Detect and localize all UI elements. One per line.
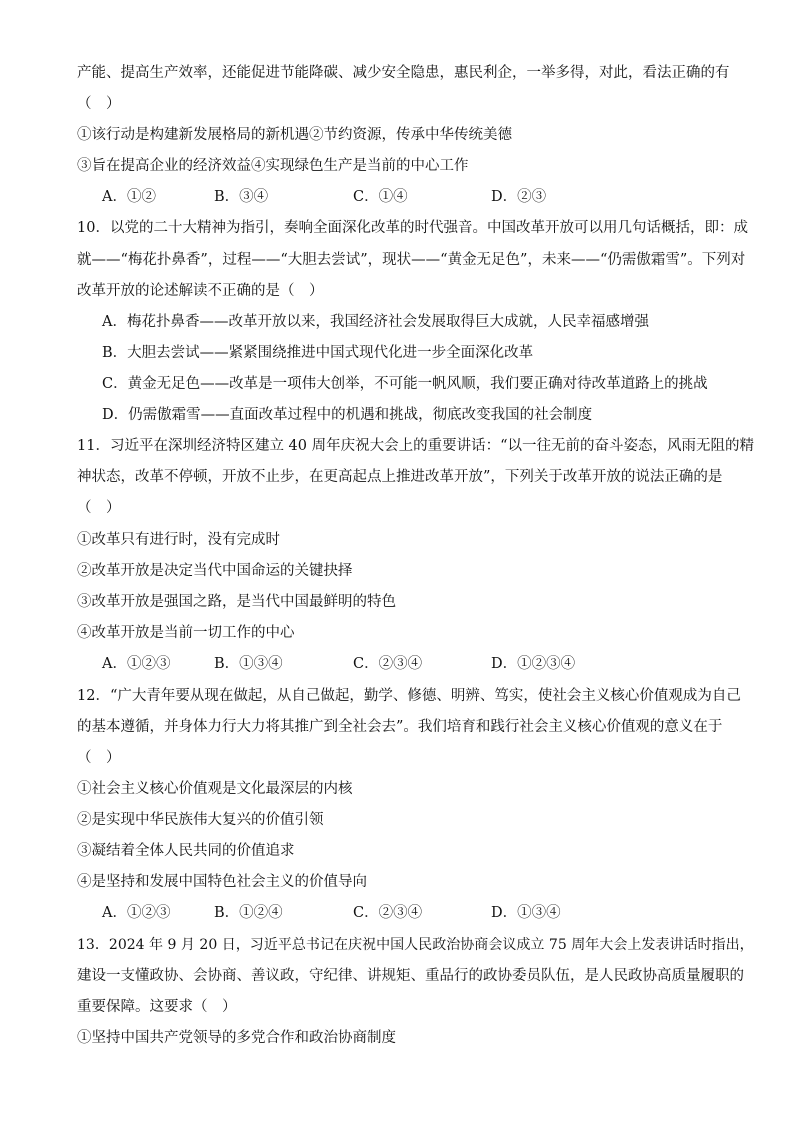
q11-answer-paren: （ ） (77, 500, 121, 516)
q12-option-c: C．②③④ (353, 905, 423, 921)
q9-option-c: C．①④ (353, 189, 408, 205)
q11-option-d: D．①②③④ (491, 656, 576, 672)
q11-statement-4: ④改革开放是当前一切工作的中心 (77, 625, 295, 641)
q11-option-c: C．②③④ (353, 656, 423, 672)
q10-option-c: C．黄金无足色——改革是一项伟大创举，不可能一帆风顺，我们要正确对待改革道路上的挑战 (102, 376, 708, 392)
q9-statement-2: ③旨在提高企业的经济效益④实现绿色生产是当前的中心工作 (77, 158, 469, 174)
q11-statement-3: ③改革开放是强国之路，是当代中国最鲜明的特色 (77, 594, 396, 610)
q11-statement-2: ②改革开放是决定当代中国命运的关键抉择 (77, 563, 353, 579)
q10-option-d: D．仍需傲霜雪——直面改革过程中的机遇和挑战，彻底改变我国的社会制度 (102, 407, 593, 423)
q10-option-b: B．大胆去尝试——紧紧围绕推进中国式现代化进一步全面深化改革 (102, 345, 534, 361)
q13-stem-line-3: 重要保障。这要求（ ） (77, 999, 237, 1015)
q9-option-b: B．③④ (214, 189, 269, 205)
q10-stem-line-2: 就——“梅花扑鼻香”，过程——“大胆去尝试”，现状——“黄金无足色”，未来——“仍需傲霜雪”。下列对 (77, 252, 746, 268)
q12-stem-line-1: 12．“广大青年要从现在做起，从自己做起，勤学、修德、明辨、笃实，使社会主义核心价值观成为自己 (77, 688, 741, 704)
q12-option-b: B．①②④ (214, 905, 283, 921)
q12-statement-4: ④是坚持和发展中国特色社会主义的价值导向 (77, 874, 367, 890)
q13-stem-line-2: 建设一支懂政协、会协商、善议政，守纪律、讲规矩、重品行的政协委员队伍，是人民政协高质量履职的 (77, 968, 744, 984)
q12-option-d: D．①③④ (491, 905, 561, 921)
q13-statement-1: ①坚持中国共产党领导的多党合作和政治协商制度 (77, 1030, 396, 1046)
q11-stem-line-1: 11．习近平在深圳经济特区建立 40 周年庆祝大会上的重要讲话：“以一往无前的奋斗姿态，风雨无阻的精 (77, 438, 755, 454)
q12-statement-3: ③凝结着全体人民共同的价值追求 (77, 843, 295, 859)
q9-stem-line: 产能、提高生产效率，还能促进节能降碳、减少安全隐患，惠民利企，一举多得，对此，看法正确的有 (77, 65, 730, 81)
q12-answer-paren: （ ） (77, 750, 121, 766)
q12-option-a: A．①②③ (102, 905, 171, 921)
q10-option-a: A．梅花扑鼻香——改革开放以来，我国经济社会发展取得巨大成就，人民幸福感增强 (102, 314, 649, 330)
q11-stem-line-2: 神状态，改革不停顿，开放不止步，在更高起点上推进改革开放”，下列关于改革开放的说法正确的是 (77, 469, 723, 485)
q9-option-a: A．①② (102, 189, 156, 205)
q9-statement-1: ①该行动是构建新发展格局的新机遇②节约资源，传承中华传统美德 (77, 127, 512, 143)
q9-answer-paren: （ ） (77, 96, 121, 112)
q9-option-d: D．②③ (491, 189, 547, 205)
q13-stem-line-1: 13．2024 年 9 月 20 日，习近平总书记在庆祝中国人民政治协商会议成立 75 周年大会上发表讲话时指出， (77, 937, 754, 953)
q11-option-b: B．①③④ (214, 656, 283, 672)
q11-statement-1: ①改革只有进行时，没有完成时 (77, 532, 280, 548)
q10-stem-line-1: 10．以党的二十大精神为指引，奏响全面深化改革的时代强音。中国改革开放可以用几句话概括，即：成 (77, 220, 748, 236)
q12-statement-1: ①社会主义核心价值观是文化最深层的内核 (77, 781, 353, 797)
q11-option-a: A．①②③ (102, 656, 171, 672)
q10-stem-line-3: 改革开放的论述解读不正确的是（ ） (77, 283, 324, 299)
q12-stem-line-2: 的基本遵循，并身体力行大力将其推广到全社会去”。我们培育和践行社会主义核心价值观的意义在于 (77, 719, 723, 735)
q12-statement-2: ②是实现中华民族伟大复兴的价值引领 (77, 812, 324, 828)
